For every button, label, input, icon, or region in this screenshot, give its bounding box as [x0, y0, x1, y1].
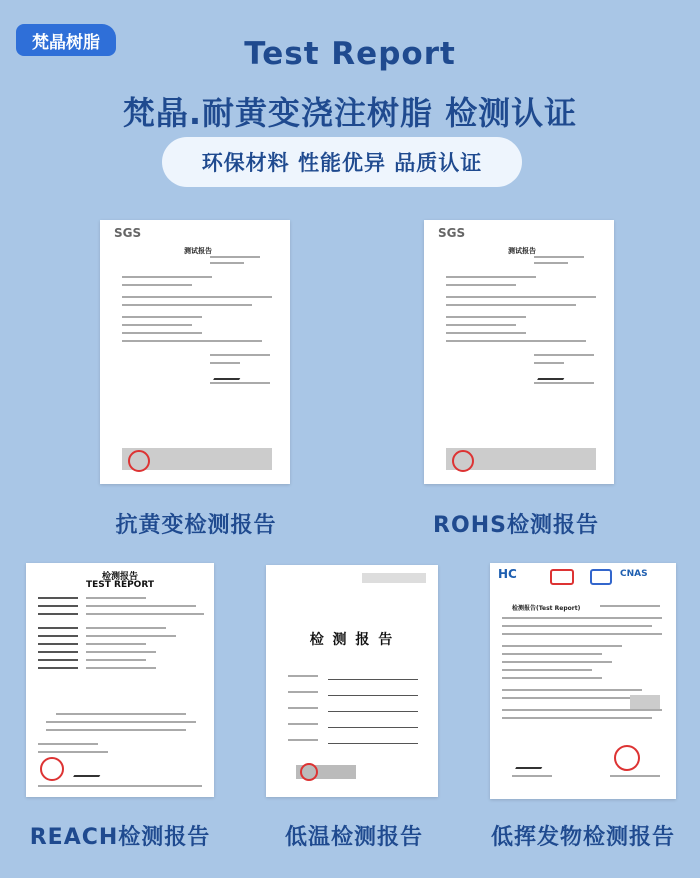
report-image-reach [26, 563, 214, 797]
report-image-anti-yellowing [100, 220, 290, 484]
caption-low-volatile: 低挥发物检测报告 [490, 825, 675, 850]
page-title-en: Test Report [244, 36, 456, 72]
report-heading-cn: 检 测 报 告 [309, 632, 395, 648]
caption-anti-yellowing: 抗黄变检测报告 [115, 513, 277, 538]
subtitle-pill: 环保材料 性能优异 品质认证 [162, 137, 522, 187]
report-heading-cn: 检测报告 [101, 572, 138, 582]
sgs-logo: SGS [438, 226, 466, 240]
report-heading: 检测报告(Test Report) [512, 605, 581, 612]
caption-rohs: ROHS检测报告 [433, 513, 599, 538]
hc-logo: HC [498, 567, 517, 581]
page-title-cn: 梵晶.耐黄变浇注树脂 检测认证 [122, 94, 578, 132]
report-image-rohs [424, 220, 614, 484]
report-heading-en: TEST REPORT [85, 580, 155, 590]
report-heading: 测试报告 [184, 247, 212, 255]
caption-low-temperature: 低温检测报告 [284, 825, 423, 850]
report-image-low-volatile: HC CNAS 检测报告(Test Report) [490, 563, 676, 799]
report-heading: 测试报告 [508, 247, 536, 255]
sgs-logo: SGS [114, 226, 142, 240]
caption-reach: REACH检测报告 [29, 825, 211, 850]
brand-tag: 梵晶树脂 [16, 24, 116, 56]
report-image-low-temperature [266, 565, 438, 797]
